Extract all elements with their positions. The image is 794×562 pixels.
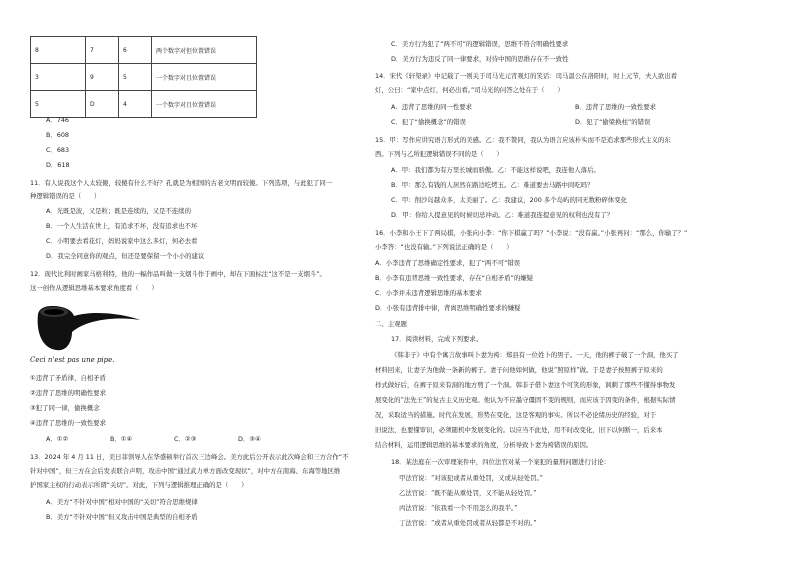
q13-stem-3: 护国家主权的行动表示所谓“关切”。对此，下列与逻辑推理正确的是（ ）: [30, 481, 248, 489]
q10-option-c: C．683: [46, 146, 70, 154]
q18-line-bing: 丙法官说：“依我看一个不用怎么的我半。”: [399, 504, 518, 512]
q14-option-c: C．犯了“偷换概念”的错误: [391, 118, 466, 126]
q15-stem-2: 西。下列与乙所犯逻辑错误不同的是（ ）: [375, 150, 503, 158]
q17-body-1: 《韩非子》中有个寓言故事叫卜妻为袴：郑县有一位姓卜的男子。一天，他的裤子破了一个洞，他买了: [391, 351, 679, 359]
q15-option-b: B．甲：那么有钱的人居然在路边吃烤玉。乙：难道要去马路中间吃吗？: [391, 181, 594, 189]
q13-option-a: A．美方“不针对中国”相对中国的“关切”符合思维规律: [46, 498, 198, 506]
q10-option-a: A．746: [46, 116, 69, 124]
guess-table: [30, 36, 257, 118]
q11-stem-2: 种逻辑错误的是（ ）: [30, 192, 101, 200]
q12-item-1: ①违背了矛盾律，自相矛盾: [30, 374, 107, 382]
table-cell: D: [86, 91, 119, 118]
q12-item-4: ④违背了思维的一致性要求: [30, 419, 107, 427]
table-cell: 5: [119, 64, 152, 91]
table-cell: 4: [119, 91, 152, 118]
q10-option-b: B．608: [46, 131, 69, 139]
table-cell: 6: [119, 37, 152, 64]
q12-item-3: ③犯了同一律，偷换概念: [30, 404, 100, 412]
q18-line-yi: 乙法官说：“既不能从重处罚，又不能从轻处罚。”: [399, 489, 537, 497]
table-cell: 8: [31, 37, 86, 64]
q17-body-4: 展变化的“法先王”的复古主义历史观。他认为不应墨守僵固不变的规则，而应该于因变的条件，根据实际情: [375, 396, 676, 404]
q16-option-b: B．小李有违背思维一致性要求，存在“自相矛盾”的嫌疑: [375, 274, 533, 282]
q14-stem: 14．宋代《轩渠录》中记载了一则关于司马光元宵观灯的笑话：司马温公在洛阳时，时上元节，夫人欲出看: [375, 72, 678, 80]
q11-option-d: D．我完全同意你的观点，但还是要保留一个小小的建议: [46, 252, 205, 260]
q18-line-ding: 丁法官说：“或者从重处罚或者从轻都是不对的。”: [399, 519, 537, 527]
q13-option-d: D．美方行为违反了同一律要求，对待中国的思维存在不一致性: [391, 55, 569, 63]
q16-option-a: A．小李违背了思维确定性要求，犯了“两不可”错误: [375, 259, 521, 267]
table-cell: 两个数字对但位置错误: [152, 37, 257, 64]
q14-option-b: B．违背了思维的一致性要求: [575, 103, 657, 111]
q14-option-a: A．违背了思维的同一性要求: [391, 103, 473, 111]
q16-stem: 16．小李和小王下了两局棋，小张向小李：“你下棋赢了吗？”小李说：“没有赢。”小张再问：“那么，你输了？”: [375, 229, 688, 237]
table-row: [31, 91, 257, 118]
q16-stem-2: 小李答：“也没有输。”下列说法正确的是（ ）: [375, 243, 513, 251]
q16-option-d: D．小张有违背排中律，背离思维明确性要求的嫌疑: [375, 304, 521, 312]
q15-option-d: D．甲：你给人提意见的时候切忌冲动。乙：难道我连提意见的权利也没有了？: [391, 211, 614, 219]
table-cell: 一个数字对且位置错误: [152, 64, 257, 91]
q18-heading: 18．某法庭在一次审理案件中，四位法官对某一个案犯的量刑问题进行讨论：: [391, 458, 611, 466]
q12-option-c: C．②③: [174, 435, 197, 443]
q15-stem: 15．甲：写作应讲究语言形式的美感。乙：我不赞同，我认为语言应该朴实而不是追求那些形式主义的东: [375, 136, 671, 144]
q11-option-c: C．小明要去看花灯，妈妈说家中这么多灯，何必去看: [46, 237, 198, 245]
q17-heading: 17．阅读材料，完成下列要求。: [391, 335, 483, 343]
q17-task: 结合材料，运用逻辑思维的基本要求的角度，分析导致卜妻为袴错误的原因。: [375, 441, 593, 449]
q12-option-b: B．①④: [110, 435, 133, 443]
table-row: [31, 37, 257, 64]
q15-option-c: C．甲：削沙岛越众多，太美丽了。乙：我建议，200 多个岛屿的同无数粉碎体变化: [391, 196, 627, 204]
q13-option-b: B．美方“不针对中国”但又攻击中国是典型的自相矛盾: [46, 513, 198, 521]
q12-stem-2: 这一创作从逻辑思维基本要求角度看（ ）: [30, 284, 158, 292]
q17-body-3: 样式做好后，在裤子原来有洞的地方剪了一个洞。韩非子借卜妻这个可笑的形象，讽刺了那些不懂得事物发: [375, 381, 676, 389]
q13-option-c: C．美方行为犯了“两不可”的逻辑错误，思维不符合明确性要求: [391, 40, 569, 48]
section-heading: 二、主观题: [375, 320, 407, 328]
pipe-image: [34, 302, 144, 358]
table-cell: 7: [86, 37, 119, 64]
pipe-caption: Ceci n'est pas une pipe.: [30, 356, 115, 364]
q12-option-d: D．③④: [238, 435, 261, 443]
q14-option-d: D．犯了“偷梁换柱”的错误: [575, 118, 651, 126]
q12-option-a: A．①②: [46, 435, 69, 443]
table-cell: 一个数字对且位置错误: [152, 91, 257, 118]
q17-body-5: 况，采取适当的措施。时代在发展，形势在变化，这是客观的事实。所以不必论绪历史的经验，对于: [375, 411, 657, 419]
q14-stem-2: 灯，公曰：“家中点灯，何必出看。”司马光的问答之处在于（ ）: [375, 86, 564, 94]
q13-stem: 13．2024 年 4 月 11 日，美日菲领导人在华盛顿举行首次三边峰会。美方此后公开表示此次峰会和三方合作“不: [30, 453, 349, 461]
q18-line-jia: 甲法官说：“对该犯或者从重处罚，又或从轻处罚。”: [399, 474, 543, 482]
table-cell: 3: [31, 64, 86, 91]
table-cell: 5: [31, 91, 86, 118]
q17-body-2: 材料回来，让妻子为他做一条新的裤子。妻子问他如何做，他说“照原样”做。于是妻子按照裤子原来的: [375, 366, 663, 374]
q17-body-6: 旧说法，也要懂审识，必须随机中发展变化的。以应当不此处，用不时改变化，旧下以何断一，后来本: [375, 426, 663, 434]
q16-option-c: C．小李并未违背逻辑思维的基本要求: [375, 289, 482, 297]
q11-option-b: B．一个人生活在世上，有追求不坏，没有追求也不坏: [46, 222, 198, 230]
q11-option-a: A．光既是波，又是粒；既是连续的，又是不连续的: [46, 207, 191, 215]
q13-stem-2: 针对中国”，但三方在会后发表联合声明，攻击中国“通过武力单方面改变现状”，对中方在南海、东海等地区维: [30, 467, 341, 475]
q12-item-2: ②违背了思维的明确性要求: [30, 389, 107, 397]
q15-option-a: A．甲：我们都为有万里长城而骄傲。乙：不能这样说吧，我连他人落后。: [391, 166, 600, 174]
q10-option-d: D．618: [46, 161, 70, 169]
table-row: [31, 64, 257, 91]
table-cell: 9: [86, 64, 119, 91]
q12-stem: 12．现代比利时画家马格利特，他的一幅作品叫做一支烟斗作于画中，却在下面标注“这不是一支烟斗”。: [30, 270, 326, 278]
q11-stem: 11．有人说我这个人太较傻，较傻有什么不好？孔就是为相国的古老文明而较傻。下列选项，与此犯了同一: [30, 179, 333, 187]
